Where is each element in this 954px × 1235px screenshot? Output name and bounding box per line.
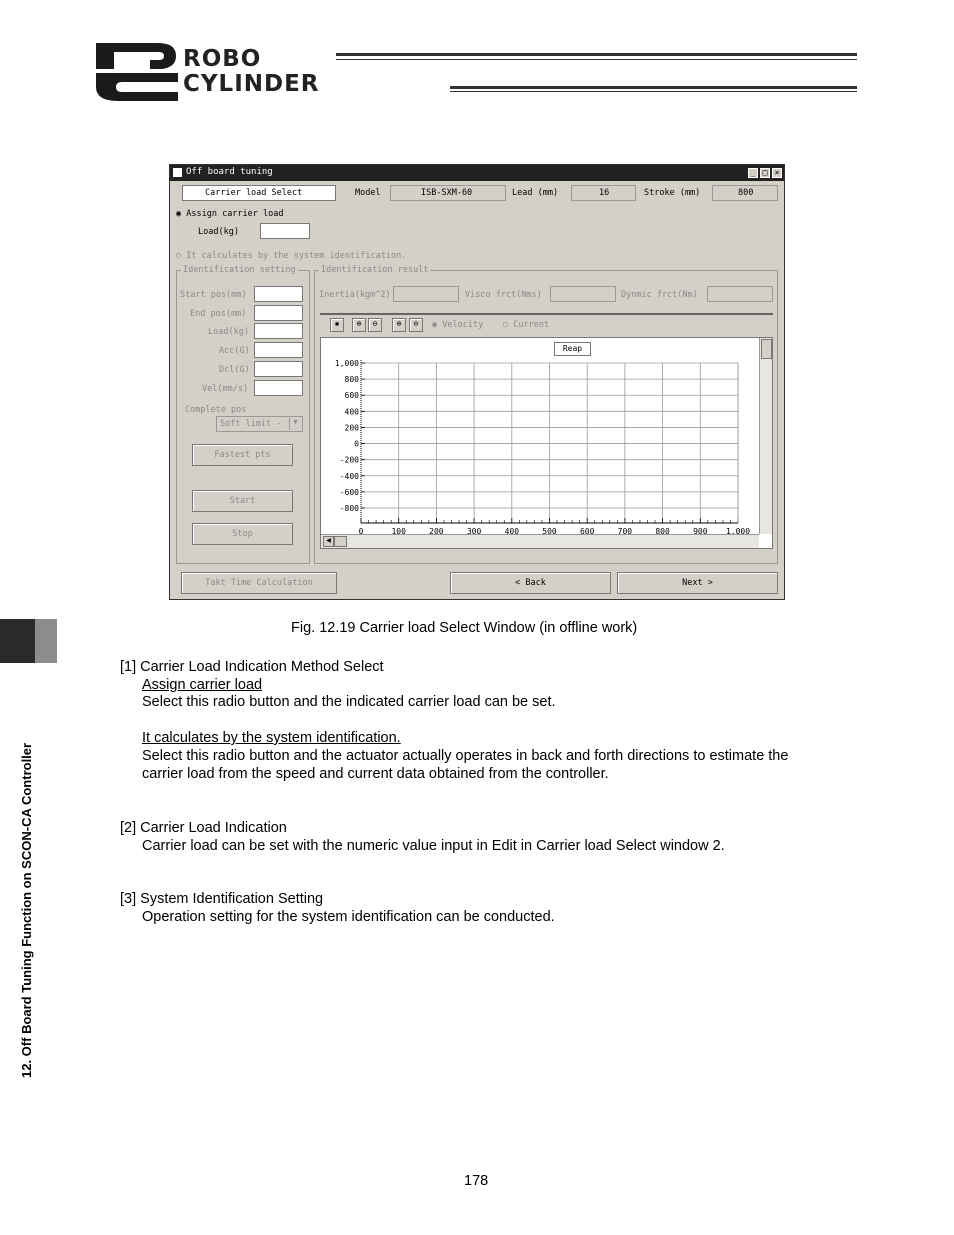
- scrollbar-thumb[interactable]: [334, 536, 347, 547]
- x-tick-label: 1,000: [725, 527, 751, 534]
- maximize-icon[interactable]: □: [760, 168, 770, 178]
- start-pos-input[interactable]: [254, 286, 303, 302]
- radio-current[interactable]: ○ Current: [503, 320, 550, 330]
- vertical-scrollbar[interactable]: [759, 338, 772, 534]
- section-1-body-assign: Select this radio button and the indicated carrier load can be set.: [142, 694, 556, 710]
- figure-caption: Fig. 12.19 Carrier load Select Window (in offline work): [291, 620, 638, 636]
- load-kg-input[interactable]: [260, 223, 310, 239]
- complete-pos-label: Complete pos: [185, 405, 247, 415]
- reap-button[interactable]: Reap: [554, 342, 591, 356]
- x-tick-label: 700: [617, 527, 633, 534]
- section-2-body: Carrier load can be set with the numeric value input in Edit in Carrier load Select window 2.: [142, 838, 725, 854]
- stroke-value: 800: [712, 185, 778, 201]
- side-chapter-label: 12. Off Board Tuning Function on SCON-CA Controller: [19, 742, 34, 1078]
- complete-pos-select[interactable]: Soft limit - ▼: [216, 416, 303, 432]
- dynmic-label: Dynmic frct(Nm): [621, 290, 698, 300]
- end-pos-input[interactable]: [254, 305, 303, 321]
- section-1-heading: [1] Carrier Load Indication Method Select: [120, 659, 384, 675]
- app-icon: [173, 168, 182, 177]
- save-icon[interactable]: ▪: [330, 318, 344, 332]
- dynmic-value: [707, 286, 773, 302]
- header-rule: [450, 91, 857, 92]
- section-1-body-calc: Select this radio button and the actuator actually operates in back and forth directions to estimate the: [142, 748, 789, 764]
- radio-system-identification[interactable]: ○ It calculates by the system identification.: [176, 251, 407, 261]
- scrollbar-thumb[interactable]: [761, 339, 772, 359]
- x-tick-label: 400: [504, 527, 520, 534]
- section-1-subheading-calc: It calculates by the system identification.: [142, 730, 401, 746]
- x-tick-label: 300: [466, 527, 482, 534]
- y-tick-label: -200: [339, 455, 359, 465]
- radio-selected-icon: ◉: [176, 209, 182, 219]
- chevron-down-icon: ▼: [289, 418, 301, 430]
- fastest-pts-button[interactable]: Fastest pts: [192, 444, 293, 466]
- lead-value: 16: [571, 185, 636, 201]
- x-tick-label: 900: [693, 527, 708, 534]
- y-tick-label: -800: [339, 504, 359, 513]
- section-1-body-calc-2: carrier load from the speed and current data obtained from the controller.: [142, 766, 609, 782]
- zoom-out-x-icon[interactable]: ⊖: [368, 318, 382, 332]
- vel-label: Vel(mm/s): [202, 384, 249, 394]
- next-button[interactable]: Next >: [617, 572, 778, 594]
- window-titlebar: [170, 165, 784, 181]
- logo-robo: ROBO: [183, 46, 262, 72]
- start-pos-label: Start pos(mm): [180, 290, 247, 300]
- model-value: ISB-SXM-60: [390, 185, 506, 201]
- section-3-body: Operation setting for the system identification can be conducted.: [142, 909, 555, 925]
- load-kg-label: Load(kg): [198, 227, 239, 237]
- start-button[interactable]: Start: [192, 490, 293, 512]
- x-tick-label: 200: [429, 527, 444, 534]
- y-tick-label: 200: [344, 423, 359, 433]
- lead-label: Lead (mm): [512, 188, 559, 198]
- load-input[interactable]: [254, 323, 303, 339]
- window-title: Off board tuning: [186, 167, 273, 177]
- radio-unselected-icon: ○: [176, 251, 182, 261]
- y-tick-label: 0: [354, 439, 359, 449]
- minimize-icon[interactable]: _: [748, 168, 758, 178]
- acc-input[interactable]: [254, 342, 303, 358]
- dcl-label: Dcl(G): [219, 365, 250, 375]
- logo-cylinder: CYLINDER: [183, 71, 320, 97]
- y-tick-label: -400: [339, 471, 359, 481]
- visco-label: Visco frct(Nms): [465, 290, 542, 300]
- end-pos-label: End pos(mm): [190, 309, 247, 319]
- vel-input[interactable]: [254, 380, 303, 396]
- section-3-heading: [3] System Identification Setting: [120, 891, 324, 907]
- dcl-input[interactable]: [254, 361, 303, 377]
- x-tick-label: 600: [579, 527, 595, 534]
- stroke-label: Stroke (mm): [644, 188, 701, 198]
- scroll-left-icon[interactable]: ◀: [323, 536, 334, 547]
- velocity-chart: [321, 338, 759, 534]
- zoom-in-x-icon[interactable]: ⊕: [352, 318, 366, 332]
- inertia-value: [393, 286, 459, 302]
- identification-result-group: Identification result: [314, 270, 778, 564]
- model-label: Model: [355, 188, 381, 198]
- section-2-heading: [2] Carrier Load Indication: [120, 820, 287, 836]
- y-tick-label: 400: [344, 407, 359, 417]
- off-board-tuning-window: [169, 164, 785, 600]
- y-tick-label: 800: [344, 375, 359, 385]
- chapter-tab: [0, 619, 57, 663]
- header-rule: [336, 53, 857, 56]
- radio-velocity[interactable]: ◉ Velocity: [432, 320, 484, 330]
- x-tick-label: 500: [542, 527, 557, 534]
- radio-assign-carrier-load[interactable]: ◉ Assign carrier load: [176, 209, 284, 219]
- plot-area: [320, 337, 773, 549]
- header-rule: [336, 59, 857, 60]
- visco-value: [550, 286, 616, 302]
- radio-unselected-icon: ○: [503, 320, 509, 330]
- zoom-out-y-icon[interactable]: ⊖: [409, 318, 423, 332]
- x-tick-label: 100: [391, 527, 406, 534]
- page-number: 178: [464, 1173, 489, 1189]
- horizontal-scrollbar[interactable]: [321, 534, 759, 548]
- stop-button[interactable]: Stop: [192, 523, 293, 545]
- x-tick-label: 0: [358, 527, 364, 534]
- rc-logo: [96, 43, 178, 101]
- acc-label: Acc(G): [219, 346, 250, 356]
- load-label: Load(kg): [208, 327, 249, 337]
- back-button[interactable]: < Back: [450, 572, 611, 594]
- section-1-subheading-assign: Assign carrier load: [142, 677, 263, 693]
- zoom-in-y-icon[interactable]: ⊕: [392, 318, 406, 332]
- y-tick-label: 1,000: [334, 359, 359, 368]
- radio-selected-icon: ◉: [432, 320, 438, 330]
- tab-carrier-load-select[interactable]: Carrier load Select: [182, 185, 336, 201]
- y-tick-label: 600: [344, 391, 359, 401]
- inertia-label: Inertia(kgm^2): [319, 290, 391, 300]
- identification-setting-group: Identification setting: [176, 270, 310, 564]
- y-tick-label: -600: [339, 487, 359, 497]
- x-tick-label: 800: [655, 527, 670, 534]
- close-icon[interactable]: ×: [772, 168, 782, 178]
- takt-time-calculation-button[interactable]: Takt Time Calculation: [181, 572, 337, 594]
- header-rule: [450, 86, 857, 89]
